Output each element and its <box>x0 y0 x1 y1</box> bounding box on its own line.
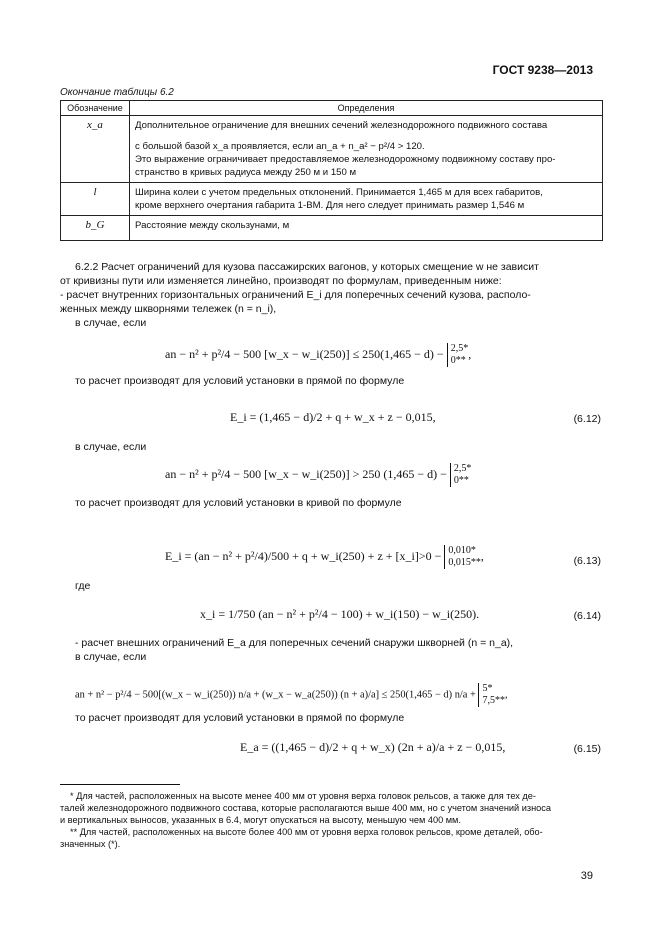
bracket-value: 5* <box>482 683 493 694</box>
equation-6-13: E_i = (an − n² + p²/4)/500 + q + w_i(250) + z + [x_i]>0 − 0,010* 0,015** , <box>165 545 484 568</box>
equation-6-13-bracket <box>444 545 481 569</box>
paragraph-line: то расчет производят для условий установки в прямой по формуле <box>75 712 405 724</box>
footnote-line: значенных (*). <box>60 839 121 849</box>
definition-line: странство в кривых радиуса между 250 м и 150 м <box>135 167 357 178</box>
condition-2-bracket <box>450 463 472 487</box>
paragraph-line: то расчет производят для условий установки в кривой по формуле <box>75 497 402 509</box>
condition-label: в случае, если <box>75 651 147 663</box>
footnote-divider <box>60 784 180 785</box>
condition-label: в случае, если <box>75 317 147 329</box>
footnote-line: ** Для частей, расположенных на высоте более 400 мм от уровня верха головок рельсов, кроме деталей, обо- <box>70 827 543 837</box>
footnote-line: и вертикальных выносов, указанных в 6.4, могут опускаться на высоту, меньшую чем 400 мм. <box>60 815 461 825</box>
definition-line: с большой базой x_a проявляется, если an_a + n_a² − p²/4 > 120. <box>135 141 425 152</box>
bracket-value: 0,015** <box>448 557 481 568</box>
table-row <box>61 183 603 216</box>
row-symbol: l <box>61 183 130 216</box>
footnote-line: талей железнодорожного подвижного состава, которые располагаются выше 400 мм, но с учетом значений износа <box>60 803 551 813</box>
where-label: где <box>75 580 91 592</box>
condition-1-bracket <box>447 343 469 367</box>
paragraph-line: 6.2.2 Расчет ограничений для кузова пассажирских вагонов, у которых смещение w не зависит <box>75 261 539 273</box>
row-symbol: b_G <box>61 216 130 241</box>
definition-line: Ширина колеи с учетом предельных отклонений. Принимается 1,465 м для всех габаритов, <box>135 187 543 198</box>
row-definition <box>130 116 603 183</box>
row-symbol: x_a <box>61 116 130 183</box>
definition-line: Это выражение ограничивает предоставляемое железнодорожному подвижному составу про- <box>135 154 556 165</box>
definition-line: кроме верхнего очертания габарита 1-ВМ. Для него следует принимать размер 1,546 м <box>135 200 525 211</box>
col-definition-header: Определения <box>130 101 603 116</box>
definitions-table <box>60 100 603 241</box>
condition-2 <box>165 463 471 487</box>
bracket-value: 0,010* <box>448 545 476 556</box>
paragraph-line: женных между шкворнями тележек (n = n_i), <box>60 303 277 315</box>
condition-1-expression: an − n² + p²/4 − 500 [w_x − w_i(250)] ≤ 250(1,465 − d) − <box>165 346 444 361</box>
bracket-value: 2,5* <box>453 463 472 474</box>
paragraph-line: - расчет внутренних горизонтальных ограничений E_i для поперечных сечений кузова, располо- <box>60 289 531 301</box>
table-row <box>61 116 603 183</box>
condition-3-expression: an + n² − p²/4 − 500[(w_x − w_i(250)) n/a + (w_x − w_a(250)) (n + a)/a] ≤ 250(1,465 − d) n/a + <box>75 689 476 701</box>
equation-number: (6.15) <box>573 743 601 755</box>
equation-number: (6.12) <box>573 413 601 425</box>
footnote-line: * Для частей, расположенных на высоте менее 400 мм от уровня верха головок рельсов, а также для тех де- <box>70 791 536 801</box>
equation-number: (6.13) <box>573 555 601 567</box>
table-caption: Окончание таблицы 6.2 <box>60 87 174 98</box>
bracket-value: 0** <box>450 355 466 366</box>
paragraph-line: - расчет внешних ограничений E_a для поперечных сечений снаружи шкворней (n = n_a), <box>75 637 514 649</box>
condition-1: an − n² + p²/4 − 500 [w_x − w_i(250)] ≤ 250(1,465 − d) − 2,5* 0** , <box>165 343 472 366</box>
condition-3-bracket <box>478 683 505 707</box>
equation-6-13-expression: E_i = (an − n² + p²/4)/500 + q + w_i(250) + z + [x_i]>0 − <box>165 548 442 563</box>
table-row <box>61 216 603 241</box>
bracket-value: 7,5** <box>482 695 505 706</box>
definition-line: Дополнительное ограничение для внешних сечений железнодорожного подвижного состава <box>135 120 548 131</box>
equation-6-15: E_a = ((1,465 − d)/2 + q + w_x) (2n + a)/a + z − 0,015, <box>240 740 506 754</box>
paragraph-line: то расчет производят для условий установки в прямой по формуле <box>75 375 405 387</box>
bracket-value: 0** <box>453 475 469 486</box>
page-number: 39 <box>580 870 593 882</box>
definition-line: Расстояние между скользунами, м <box>135 220 290 231</box>
condition-3: an + n² − p²/4 − 500[(w_x − w_i(250)) n/a + (w_x − w_a(250)) (n + a)/a] ≤ 250(1,465 − d) n/a + 5* 7,5** , <box>75 683 508 706</box>
table-header-row <box>61 101 603 116</box>
row-definition <box>130 183 603 216</box>
equation-number: (6.14) <box>573 610 601 622</box>
paragraph-line: от кривизны пути или изменяется линейно, производят по формулам, приведенным ниже: <box>60 275 502 287</box>
document-header: ГОСТ 9238—2013 <box>492 63 593 77</box>
condition-label: в случае, если <box>75 441 147 453</box>
bracket-value: 2,5* <box>450 343 469 354</box>
col-symbol-header: Обозначение <box>61 101 130 116</box>
row-definition <box>130 216 603 241</box>
equation-6-12: E_i = (1,465 − d)/2 + q + w_x + z − 0,015, <box>230 410 436 424</box>
condition-2-expression: an − n² + p²/4 − 500 [w_x − w_i(250)] > 250 (1,465 − d) − <box>165 466 447 481</box>
equation-6-14: x_i = 1/750 (an − n² + p²/4 − 100) + w_i(150) − w_i(250). <box>200 607 480 621</box>
